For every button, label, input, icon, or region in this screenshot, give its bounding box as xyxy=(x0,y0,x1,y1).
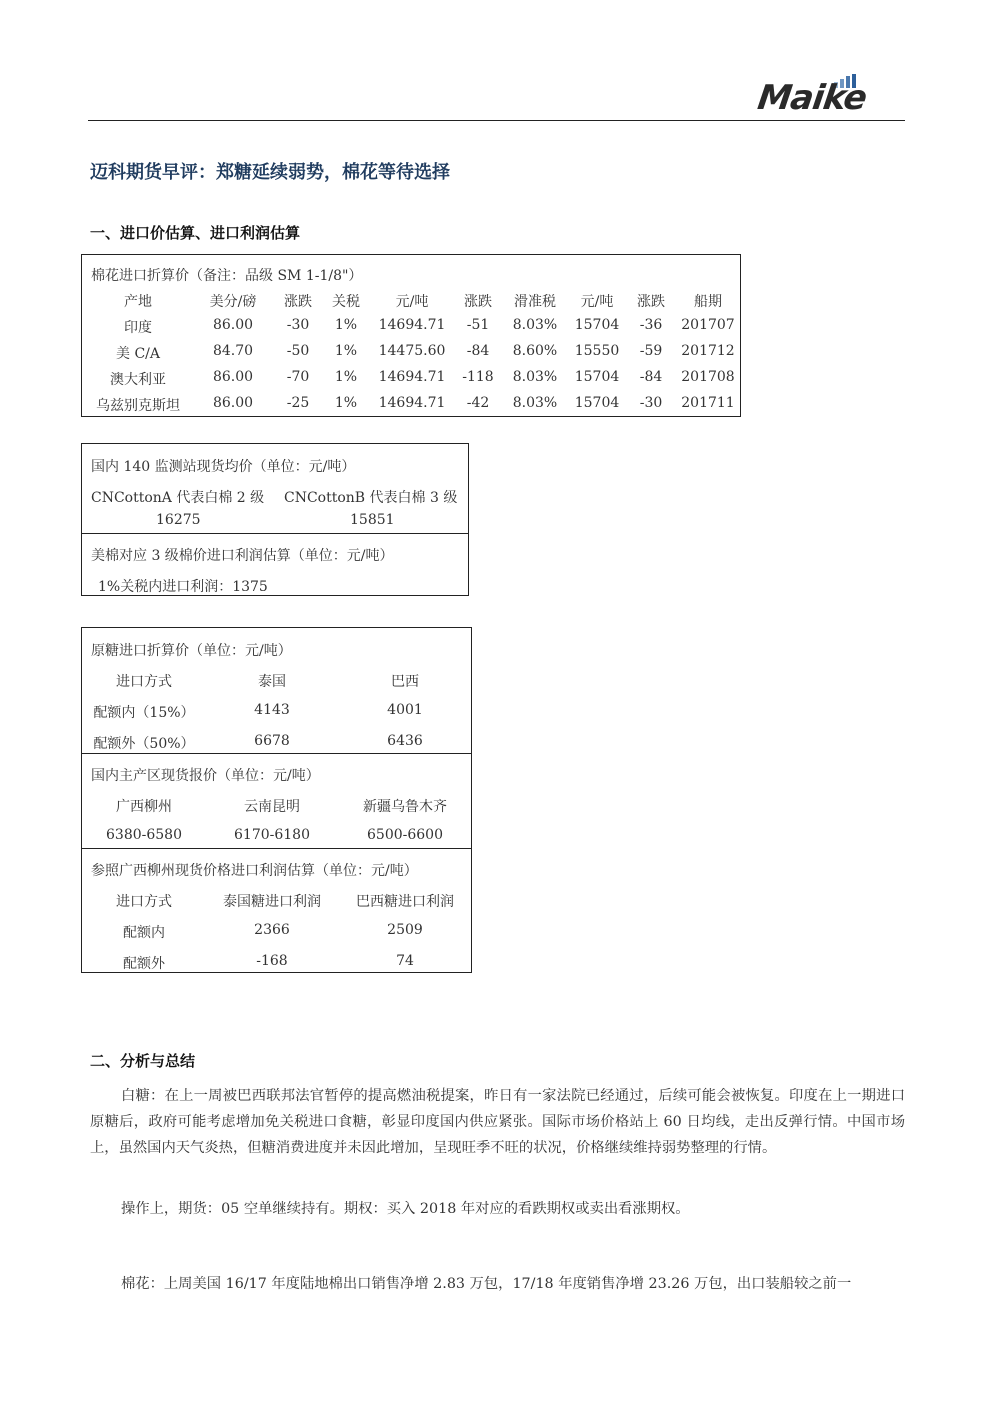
sugar-domestic-caption: 国内主产区现货报价（单位：元/吨） xyxy=(91,768,320,784)
cotton-table-cell: 201711 xyxy=(681,395,735,411)
cotton-header-cell: 涨跌 xyxy=(284,294,312,310)
sugar-profit-cell: -168 xyxy=(256,953,288,969)
sugar-profit-cell: 74 xyxy=(396,953,414,969)
sugar-profit-cell: 配额内 xyxy=(123,925,165,941)
cotton-table-cell: 15704 xyxy=(574,395,620,411)
sugar-import-cell: 配额内（15%） xyxy=(93,705,195,721)
cotton-table-cell: -36 xyxy=(639,317,663,333)
cotton-profit-line: 1%关税内进口利润：1375 xyxy=(98,579,268,595)
sugar-import-cell: 4143 xyxy=(254,702,290,718)
cotton-header-cell: 美分/磅 xyxy=(209,294,257,310)
cotton-table-cell: 86.00 xyxy=(212,317,254,333)
cotton-header-cell: 元/吨 xyxy=(395,294,429,310)
cotton-import-table xyxy=(81,254,741,417)
cotton-header-cell: 产地 xyxy=(124,294,152,310)
page-title: 迈科期货早评：郑糖延续弱势，棉花等待选择 xyxy=(90,162,450,183)
sugar-import-cell: 4001 xyxy=(387,702,423,718)
sugar-import-cell: 配额外（50%） xyxy=(93,736,195,752)
sugar-domestic-header-cell: 广西柳州 xyxy=(116,799,172,815)
cotton-table-cell: 1% xyxy=(334,317,358,333)
cotton-table-cell: -30 xyxy=(286,317,310,333)
sugar-profit-header-cell: 泰国糖进口利润 xyxy=(223,894,321,910)
sugar-profit-header-cell: 进口方式 xyxy=(116,894,172,910)
sugar-profit-cell: 2509 xyxy=(387,922,423,938)
section-1-heading: 一、进口价估算、进口利润估算 xyxy=(90,224,301,242)
cotton-table-cell: 14694.71 xyxy=(378,369,446,385)
sugar-import-caption: 原糖进口折算价（单位：元/吨） xyxy=(91,643,292,659)
cotton-table-cell: 84.70 xyxy=(212,343,254,359)
sugar-domestic-value-cell: 6500-6600 xyxy=(367,827,443,843)
logo-text: Maike xyxy=(755,78,869,118)
cotton-table-cell: -84 xyxy=(466,343,490,359)
cotton-table-cell: 201712 xyxy=(681,343,735,359)
cotton-header-cell: 元/吨 xyxy=(580,294,614,310)
sugar-profit-cell: 2366 xyxy=(254,922,290,938)
sugar-divider-2 xyxy=(82,848,471,849)
maike-logo xyxy=(756,72,892,118)
cotton-table-cell: -30 xyxy=(639,395,663,411)
sugar-profit-caption: 参照广西柳州现货价格进口利润估算（单位：元/吨） xyxy=(91,863,418,879)
cotton-table-cell: 1% xyxy=(334,343,358,359)
sugar-analysis-paragraph: 白糖：在上一周被巴西联邦法官暂停的提高燃油税提案，昨日有一家法院已经通过，后续可能会被恢复。印度在上一期进口原糖后，政府可能考虑增加免关税进口食糖，彰显印度国内供应紧张。国际市场价格站上 60 日均线，走出反弹行情。中国市场上，虽然国内天气炎热，但糖消费进度并未因此增加，呈现旺季不旺的状况，价格继续维持弱势整理的行情。 xyxy=(90,1088,905,1156)
cotton-table-cell: 201708 xyxy=(681,369,735,385)
cotton-table-cell: 8.60% xyxy=(512,343,558,359)
cotton-table-cell: 乌兹别克斯坦 xyxy=(96,398,180,414)
cotton-header-cell: 滑准税 xyxy=(514,294,556,310)
cotton-table-cell: 8.03% xyxy=(512,395,558,411)
sugar-box xyxy=(81,627,472,973)
sugar-import-header-cell: 巴西 xyxy=(391,674,419,690)
cotton-table-cell: -84 xyxy=(639,369,663,385)
sugar-profit-header-cell: 巴西糖进口利润 xyxy=(356,894,454,910)
cotton-domestic-caption: 国内 140 监测站现货均价（单位：元/吨） xyxy=(91,459,356,475)
cotton-header-cell: 涨跌 xyxy=(464,294,492,310)
sugar-domestic-header-cell: 新疆乌鲁木齐 xyxy=(363,799,447,815)
cotton-profit-caption: 美棉对应 3 级棉价进口利润估算（单位：元/吨） xyxy=(91,548,394,564)
sugar-domestic-value-cell: 6380-6580 xyxy=(106,827,182,843)
cotton-table-cell: 15550 xyxy=(574,343,620,359)
cotton-table-cell: -50 xyxy=(286,343,310,359)
sugar-domestic-value-cell: 6170-6180 xyxy=(234,827,310,843)
cotton-b-value: 15851 xyxy=(350,512,395,528)
cotton-header-cell: 涨跌 xyxy=(637,294,665,310)
cotton-table-cell: 15704 xyxy=(574,369,620,385)
cotton-table-cell: 澳大利亚 xyxy=(110,372,166,388)
cotton-table-cell: 印度 xyxy=(124,320,152,336)
sugar-divider-1 xyxy=(82,753,471,754)
cotton-table-cell: -51 xyxy=(466,317,490,333)
cotton-table-cell: 14475.60 xyxy=(378,343,446,359)
cotton-table-cell: 8.03% xyxy=(512,369,558,385)
cotton-table-cell: 201707 xyxy=(681,317,735,333)
cotton-table-cell: -59 xyxy=(639,343,663,359)
cotton-table-cell: 1% xyxy=(334,395,358,411)
cotton-a-label: CNCottonA 代表白棉 2 级 xyxy=(91,490,265,506)
sugar-operation-paragraph: 操作上，期货：05 空单继续持有。期权：买入 2018 年对应的看跌期权或卖出看涨期权。 xyxy=(121,1201,690,1217)
cotton-table-cell: 15704 xyxy=(574,317,620,333)
cotton-header-cell: 船期 xyxy=(694,294,722,310)
cotton-table-cell: 美 C/A xyxy=(116,346,160,362)
cotton-domestic-box xyxy=(81,443,469,596)
cotton-box-divider xyxy=(82,533,468,534)
sugar-import-header-cell: 泰国 xyxy=(258,674,286,690)
sugar-profit-cell: 配额外 xyxy=(123,956,165,972)
cotton-analysis-paragraph: 棉花：上周美国 16/17 年度陆地棉出口销售净增 2.83 万包，17/18 年度销售净增 23.26 万包，出口装船较之前一 xyxy=(121,1276,852,1292)
cotton-table-cell: 1% xyxy=(334,369,358,385)
cotton-table-cell: 86.00 xyxy=(212,395,254,411)
cotton-table-cell: 86.00 xyxy=(212,369,254,385)
sugar-import-cell: 6678 xyxy=(254,733,290,749)
section-2-heading: 二、分析与总结 xyxy=(90,1052,196,1070)
sugar-import-header-cell: 进口方式 xyxy=(116,674,172,690)
sugar-domestic-header-cell: 云南昆明 xyxy=(244,799,300,815)
header-rule xyxy=(88,120,905,121)
cotton-table-cell: -118 xyxy=(462,369,494,385)
sugar-import-cell: 6436 xyxy=(387,733,423,749)
cotton-table-cell: 14694.71 xyxy=(378,317,446,333)
cotton-table-cell: -42 xyxy=(466,395,490,411)
cotton-table-cell: 8.03% xyxy=(512,317,558,333)
cotton-import-caption: 棉花进口折算价（备注：品级 SM 1-1/8"） xyxy=(91,268,363,284)
cotton-header-cell: 关税 xyxy=(332,294,360,310)
cotton-table-cell: 14694.71 xyxy=(378,395,446,411)
cotton-table-cell: -70 xyxy=(286,369,310,385)
cotton-a-value: 16275 xyxy=(156,512,201,528)
cotton-b-label: CNCottonB 代表白棉 3 级 xyxy=(284,490,458,506)
cotton-table-cell: -25 xyxy=(286,395,310,411)
